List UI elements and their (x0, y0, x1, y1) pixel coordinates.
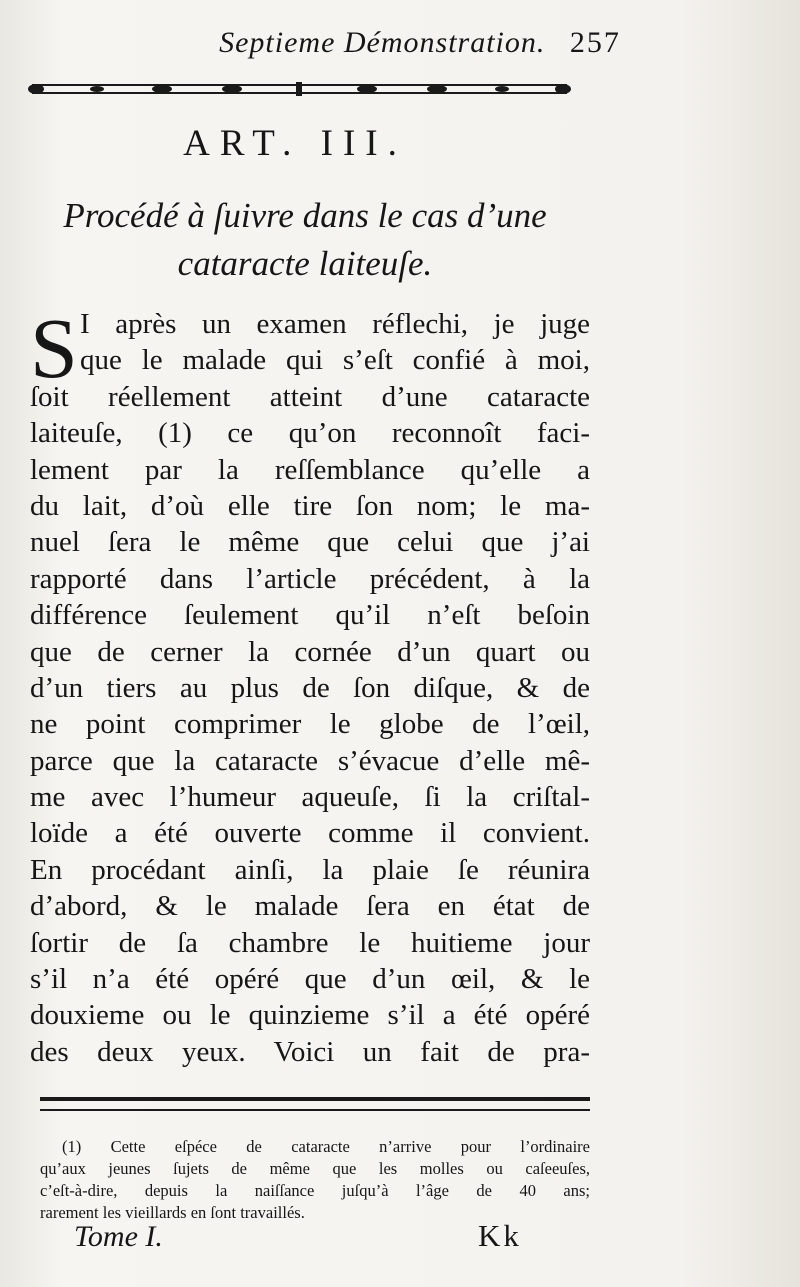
article-subtitle (20, 192, 590, 288)
text-line: ſoit réellement atteint d’une cataracte (30, 380, 590, 413)
signature-mark: Kk (478, 1218, 522, 1253)
footnote (40, 1136, 590, 1224)
text-line: lement par la reſſemblance qu’elle a (30, 453, 590, 486)
text-line: parce que la cataracte s’évacue d’elle mê- (30, 744, 590, 777)
text-line: s’il n’a été opéré que d’un œil, & le (30, 963, 590, 996)
text-line: rapporté dans l’article précédent, à la (30, 562, 590, 595)
text-line: loïde a été ouverte comme il convient. (30, 817, 590, 850)
text-line: I après un examen réflechi, je juge (80, 308, 590, 340)
text-line: que de cerner la cornée d’un quart ou (30, 635, 590, 668)
page-number: 257 (569, 26, 621, 59)
text-line: différence ſeulement qu’il n’eſt beſoin (30, 599, 590, 632)
text-line: douxieme ou le quinzieme s’il a été opéré (30, 999, 590, 1032)
subtitle-line: Procédé à ſuivre dans le cas d’une (63, 196, 547, 235)
subtitle-line: cataracte laiteuſe. (177, 244, 433, 283)
text-line: me avec l’humeur aqueuſe, ſi la criſtal- (30, 781, 590, 814)
body-text (30, 300, 590, 1070)
footnote-line: qu’aux jeunes ſujets de même que les molles ou caſeeuſes, (40, 1159, 590, 1178)
text-line: d’abord, & le malade ſera en état de (30, 890, 590, 923)
text-line: En procédant ainſi, la plaie ſe réunira (30, 853, 590, 886)
footnote-separator (40, 1097, 590, 1111)
text-line: laiteuſe, (1) ce qu’on reconnoît faci- (30, 417, 590, 450)
drop-cap: S (30, 300, 78, 396)
text-line: d’un tiers au plus de ſon diſque, & de (30, 671, 590, 704)
text-line: ſortir de ſa chambre le huitieme jour (30, 926, 590, 959)
text-line: ne point comprimer le globe de l’œil, (30, 708, 590, 741)
text-line: nuel ſera le même que celui que j’ai (30, 526, 590, 559)
text-line: des deux yeux. Voici un fait de pra- (30, 1035, 590, 1068)
footnote-line: rarement les vieillards en ſont travaillés. (40, 1203, 305, 1222)
ornamental-divider (22, 78, 577, 100)
volume-label: Tome I. (74, 1220, 163, 1253)
footnote-line: (1) Cette eſpéce de cataracte n’arrive pour l’ordinaire (62, 1137, 590, 1156)
article-heading: ART. III. (183, 123, 407, 164)
running-title: Septieme Démonstration. (219, 26, 546, 59)
text-line: que le malade qui s’eſt confié à moi, (80, 344, 590, 377)
text-line: du lait, d’où elle tire ſon nom; le ma- (30, 489, 590, 522)
footnote-line: c’eſt-à-dire, depuis la naiſſance juſqu’à l’âge de 40 ans; (40, 1181, 590, 1200)
running-header (0, 26, 800, 60)
